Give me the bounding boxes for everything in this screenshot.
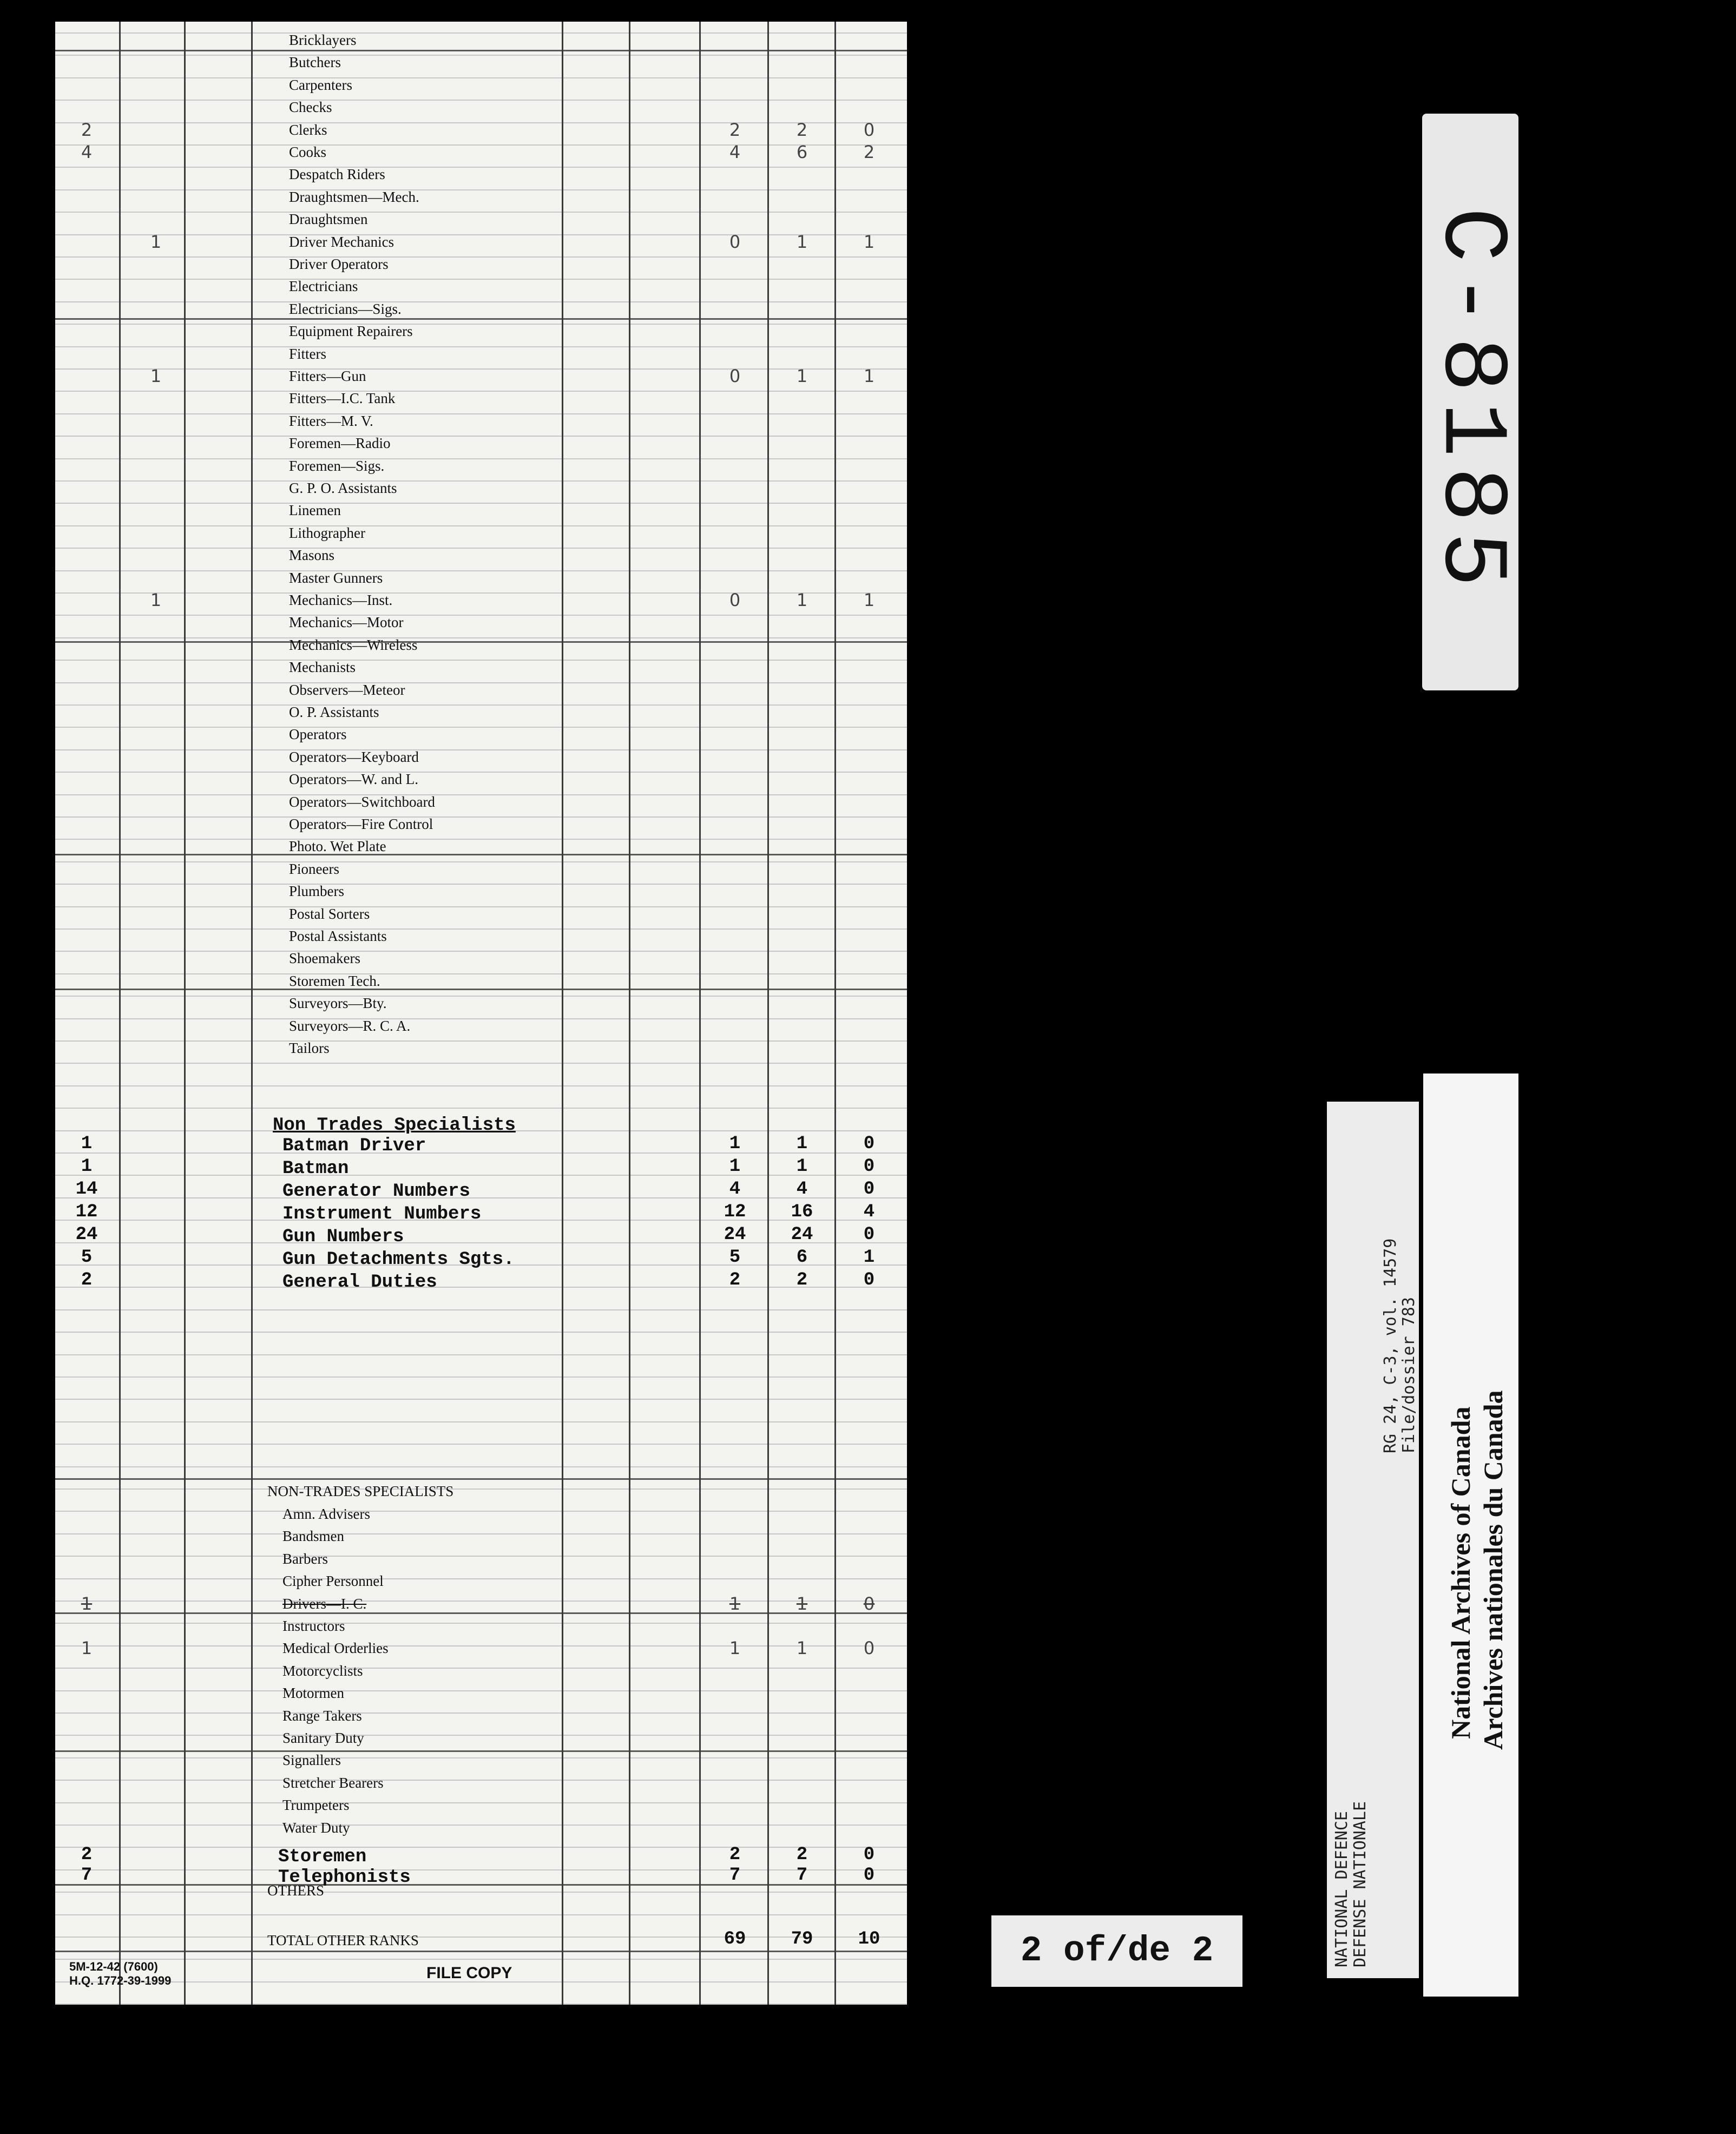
- group-divider: [55, 1478, 907, 1480]
- count-v2: 1: [796, 231, 808, 252]
- ruled-line: [55, 1040, 907, 1042]
- column-rule: [119, 22, 121, 2005]
- trade-label: Stretcher Bearers: [282, 1774, 384, 1791]
- count-v2: 1: [796, 366, 808, 386]
- trade-label: Shoemakers: [289, 950, 360, 967]
- count-v2: 6: [796, 142, 808, 162]
- trade-label: General Duties: [282, 1272, 437, 1293]
- count-v2: 1: [796, 1134, 808, 1154]
- ruled-line: [55, 1287, 907, 1288]
- ruled-line: [55, 861, 907, 862]
- trade-label: Bricklayers: [289, 32, 357, 48]
- count-v2: 2: [796, 1845, 808, 1865]
- trade-label: Signallers: [282, 1752, 341, 1769]
- ruled-line: [55, 1399, 907, 1400]
- trade-label: Range Takers: [282, 1707, 362, 1724]
- trade-label: Instrument Numbers: [282, 1204, 482, 1224]
- ruled-line: [55, 1713, 907, 1714]
- ruled-line: [55, 884, 907, 885]
- count-v2: 1: [796, 590, 808, 610]
- ruled-line: [55, 122, 907, 123]
- ruled-line: [55, 1466, 907, 1467]
- hq-code: H.Q. 1772-39-1999: [69, 1974, 172, 1987]
- ruled-line: [55, 256, 907, 258]
- count-v2: 2: [796, 119, 808, 140]
- count-v3: 1: [863, 590, 875, 610]
- ruled-line: [55, 55, 907, 56]
- ruled-line: [55, 301, 907, 302]
- count-col1: 5: [81, 1247, 93, 1268]
- count-v1: 0: [729, 231, 741, 252]
- count-v3: 0: [863, 1638, 875, 1659]
- ruled-line: [55, 100, 907, 101]
- column-rule: [767, 22, 769, 2005]
- ruled-line: [55, 1242, 907, 1243]
- section-heading-nts: NON-TRADES SPECIALISTS: [267, 1483, 454, 1499]
- trade-label: Batman: [282, 1158, 349, 1179]
- count-col1: 1: [81, 1593, 93, 1614]
- ruled-line: [55, 1959, 907, 1960]
- ruled-line: [55, 1556, 907, 1557]
- ruled-line: [55, 1421, 907, 1422]
- count-v1: 2: [729, 119, 741, 140]
- ruled-line: [55, 1444, 907, 1445]
- trade-label: Storemen Tech.: [289, 972, 380, 989]
- nominal-roll-sheet: [55, 22, 907, 2005]
- trade-label: Barbers: [282, 1550, 328, 1567]
- count-v1: 1: [729, 1593, 741, 1614]
- count-v3: 1: [863, 1247, 875, 1268]
- trade-label: Butchers: [289, 54, 341, 71]
- count-v2: 6: [796, 1247, 808, 1268]
- trade-label: Storemen: [278, 1847, 367, 1867]
- ruled-line: [55, 548, 907, 549]
- ruled-line: [55, 816, 907, 818]
- trade-label: Operators: [289, 726, 347, 743]
- ruled-line: [55, 749, 907, 750]
- ruled-line: [55, 1578, 907, 1579]
- trade-label: G. P. O. Assistants: [289, 480, 397, 496]
- ruled-line: [55, 32, 907, 34]
- trade-label: Checks: [289, 99, 332, 116]
- trade-label: Batman Driver: [282, 1136, 426, 1156]
- group-divider: [55, 1951, 907, 1952]
- microfilm-reel-strip: [1418, 114, 1523, 690]
- trade-label: O. P. Assistants: [289, 704, 379, 720]
- trade-label: Pioneers: [289, 860, 339, 877]
- archives-name-en: National Archives of Canada: [1445, 1406, 1476, 1739]
- count-v1: 4: [729, 142, 741, 162]
- trade-label: Trumpeters: [282, 1797, 350, 1814]
- ruled-line: [55, 1780, 907, 1781]
- count-v2: 2: [796, 1270, 808, 1290]
- ruled-line: [55, 167, 907, 168]
- ruled-line: [55, 1690, 907, 1691]
- ruled-line: [55, 1309, 907, 1310]
- count-col1: 1: [81, 1156, 93, 1177]
- count-col1: 12: [75, 1202, 98, 1222]
- ruled-line: [55, 525, 907, 526]
- trade-label: Observers—Meteor: [289, 681, 405, 698]
- ruled-line: [55, 77, 907, 78]
- group-divider: [55, 1612, 907, 1614]
- count-v3: 0: [863, 1224, 875, 1245]
- ruled-line: [55, 458, 907, 459]
- trade-label: Postal Sorters: [289, 905, 370, 922]
- group-divider: [55, 854, 907, 855]
- total-v1: 69: [724, 1929, 746, 1949]
- column-rule: [629, 22, 630, 2005]
- count-v3: 0: [863, 1270, 875, 1290]
- group-divider: [55, 50, 907, 51]
- trade-label: Motormen: [282, 1685, 344, 1702]
- trade-label: Linemen: [289, 502, 341, 519]
- trade-label: Electricians: [289, 278, 358, 295]
- trade-label: Masons: [289, 547, 335, 564]
- count-v3: 0: [863, 1179, 875, 1200]
- trade-label: Photo. Wet Plate: [289, 838, 386, 855]
- group-divider: [55, 318, 907, 320]
- total-label: TOTAL OTHER RANKS: [267, 1932, 419, 1948]
- ruled-line: [55, 234, 907, 235]
- trade-label: Carpenters: [289, 76, 352, 93]
- ruled-line: [55, 928, 907, 930]
- ruled-line: [55, 1757, 907, 1758]
- count-col1: 2: [81, 1270, 93, 1290]
- ruled-line: [55, 2004, 907, 2005]
- trade-label: Master Gunners: [289, 569, 383, 586]
- ruled-line: [55, 660, 907, 661]
- total-v3: 10: [858, 1929, 880, 1949]
- count-v1: 24: [724, 1224, 746, 1245]
- count-v1: 1: [729, 1638, 741, 1659]
- count-v1: 7: [729, 1865, 741, 1886]
- ruled-line: [55, 951, 907, 952]
- ruled-line: [55, 1354, 907, 1355]
- ruled-line: [55, 1533, 907, 1534]
- count-col2: 1: [150, 366, 162, 386]
- ruled-line: [55, 794, 907, 795]
- ruled-line: [55, 503, 907, 504]
- ruled-line: [55, 1847, 907, 1848]
- column-rule: [184, 22, 186, 2005]
- ruled-line: [55, 772, 907, 773]
- ruled-line: [55, 413, 907, 414]
- total-v2: 79: [791, 1929, 813, 1949]
- department-fr: DEFENSE NATIONALE: [1351, 1801, 1370, 1967]
- ruled-line: [55, 996, 907, 997]
- ruled-line: [55, 346, 907, 347]
- trade-label: Mechanics—Inst.: [289, 592, 393, 608]
- count-col1: 1: [81, 1134, 93, 1154]
- column-rule: [834, 22, 836, 2005]
- count-col1: 4: [81, 142, 93, 162]
- trade-label: Operators—Fire Control: [289, 816, 433, 832]
- count-v1: 2: [729, 1845, 741, 1865]
- ruled-line: [55, 1623, 907, 1624]
- ruled-line: [55, 1085, 907, 1086]
- count-v2: 1: [796, 1156, 808, 1177]
- column-rule: [251, 22, 253, 2005]
- trade-label: Amn. Advisers: [282, 1506, 370, 1522]
- ruled-line: [55, 1332, 907, 1333]
- count-v3: 1: [863, 231, 875, 252]
- ruled-line: [55, 324, 907, 325]
- trade-label: Instructors: [282, 1618, 345, 1634]
- ruled-line: [55, 279, 907, 280]
- trade-label: Operators—Keyboard: [289, 748, 419, 765]
- count-col1: 24: [75, 1224, 98, 1245]
- count-v3: 2: [863, 142, 875, 162]
- ruled-line: [55, 1668, 907, 1669]
- trade-label: Water Duty: [282, 1819, 350, 1836]
- trade-label: Telephonists: [278, 1867, 411, 1888]
- ruled-line: [55, 1802, 907, 1803]
- count-v2: 16: [791, 1202, 813, 1222]
- count-v1: 4: [729, 1179, 741, 1200]
- ruled-line: [55, 436, 907, 437]
- count-v1: 5: [729, 1247, 741, 1268]
- ruled-line: [55, 592, 907, 594]
- section-heading-typed: Non Trades Specialists: [273, 1115, 516, 1136]
- trade-label: Draughtsmen—Mech.: [289, 188, 419, 205]
- count-v3: 0: [863, 1134, 875, 1154]
- trade-label: Postal Assistants: [289, 928, 387, 944]
- trade-label: Foremen—Sigs.: [289, 457, 385, 474]
- column-rule: [699, 22, 701, 2005]
- form-code: 5M-12-42 (7600): [69, 1960, 158, 1973]
- trade-label: Plumbers: [289, 883, 345, 900]
- trade-label: Tailors: [289, 1040, 330, 1056]
- ruled-line: [55, 189, 907, 190]
- trade-label: Surveyors—R. C. A.: [289, 1017, 411, 1034]
- trade-label: Motorcyclists: [282, 1662, 363, 1679]
- trade-label: Lithographer: [289, 524, 365, 541]
- count-v2: 1: [796, 1593, 808, 1614]
- count-v3: 0: [863, 1593, 875, 1614]
- reference-volume: RG 24, C-3, vol. 14579: [1381, 1238, 1400, 1453]
- trade-label: Electricians—Sigs.: [289, 300, 402, 317]
- ruled-line: [55, 973, 907, 974]
- trade-label: Surveyors—Bty.: [289, 995, 387, 1012]
- count-v1: 0: [729, 366, 741, 386]
- group-divider: [55, 1750, 907, 1752]
- trade-label: Mechanics—Wireless: [289, 636, 418, 653]
- ruled-line: [55, 1511, 907, 1512]
- trade-label: Cipher Personnel: [282, 1573, 384, 1590]
- trade-label: Bandsmen: [282, 1528, 344, 1545]
- ruled-line: [55, 682, 907, 683]
- count-v3: 0: [863, 1845, 875, 1865]
- count-v3: 0: [863, 1156, 875, 1177]
- count-col1: 2: [81, 119, 93, 140]
- count-col1: 2: [81, 1845, 93, 1865]
- ruled-line: [55, 906, 907, 907]
- ruled-line: [55, 1488, 907, 1490]
- count-v3: 4: [863, 1202, 875, 1222]
- count-v1: 12: [724, 1202, 746, 1222]
- group-divider: [55, 641, 907, 643]
- trade-label: Drivers—I. C.: [282, 1595, 367, 1612]
- trade-label: Mechanics—Motor: [289, 614, 404, 631]
- ruled-line: [55, 704, 907, 706]
- reel-number: C-8185: [1418, 207, 1523, 597]
- ruled-line: [55, 1892, 907, 1893]
- count-v1: 0: [729, 590, 741, 610]
- trade-label: Fitters—M. V.: [289, 412, 373, 429]
- trade-label: Foremen—Radio: [289, 435, 391, 452]
- ruled-line: [55, 1600, 907, 1602]
- count-v1: 2: [729, 1270, 741, 1290]
- trade-label: Equipment Repairers: [289, 323, 413, 340]
- ruled-line: [55, 480, 907, 482]
- ruled-line: [55, 212, 907, 213]
- national-archives-label: [1423, 1073, 1518, 1997]
- count-col2: 1: [150, 231, 162, 252]
- trade-label: Sanitary Duty: [282, 1730, 364, 1746]
- ruled-line: [55, 1914, 907, 1915]
- count-v2: 1: [796, 1638, 808, 1659]
- trade-label: Draughtsmen: [289, 211, 368, 228]
- trade-label: Driver Mechanics: [289, 233, 394, 250]
- ruled-line: [55, 1735, 907, 1736]
- trade-label: Gun Detachments Sgts.: [282, 1249, 515, 1270]
- reference-file: File/dossier 783: [1399, 1297, 1418, 1453]
- trade-label: Operators—W. and L.: [289, 771, 418, 788]
- ruled-line: [55, 1825, 907, 1826]
- count-col1: 1: [81, 1638, 93, 1659]
- ruled-line: [55, 1869, 907, 1870]
- ruled-line: [55, 1197, 907, 1198]
- file-copy-label: FILE COPY: [426, 1964, 512, 1982]
- ruled-line: [55, 144, 907, 146]
- trade-label: Generator Numbers: [282, 1181, 470, 1202]
- archival-reference-label: [1327, 1102, 1419, 1978]
- count-v3: 1: [863, 366, 875, 386]
- group-divider: [55, 1884, 907, 1886]
- ruled-line: [55, 1063, 907, 1064]
- ruled-line: [55, 368, 907, 370]
- ruled-line: [55, 1108, 907, 1109]
- column-rule: [562, 22, 563, 2005]
- ruled-line: [55, 1937, 907, 1938]
- count-col1: 14: [75, 1179, 98, 1200]
- count-v3: 0: [863, 119, 875, 140]
- count-v2: 7: [796, 1865, 808, 1886]
- ruled-line: [55, 1175, 907, 1176]
- trade-label: Fitters: [289, 345, 327, 362]
- trade-label: Mechanists: [289, 659, 356, 676]
- trade-label: Driver Operators: [289, 256, 389, 272]
- archives-name-fr: Archives nationales du Canada: [1478, 1390, 1508, 1750]
- trade-label: Fitters—I.C. Tank: [289, 390, 396, 407]
- ruled-line: [55, 1376, 907, 1378]
- department-en: NATIONAL DEFENCE: [1332, 1811, 1351, 1967]
- ruled-line: [55, 727, 907, 728]
- group-divider: [55, 989, 907, 990]
- trade-label: Despatch Riders: [289, 166, 385, 183]
- ruled-line: [55, 1645, 907, 1646]
- trade-label: Medical Orderlies: [282, 1640, 389, 1657]
- count-v3: 0: [863, 1865, 875, 1886]
- ruled-line: [55, 1018, 907, 1019]
- ruled-line: [55, 615, 907, 616]
- count-v1: 1: [729, 1134, 741, 1154]
- trade-label: Fitters—Gun: [289, 368, 366, 384]
- count-v2: 24: [791, 1224, 813, 1245]
- ruled-line: [55, 839, 907, 840]
- count-v2: 4: [796, 1179, 808, 1200]
- ruled-line: [55, 637, 907, 638]
- trade-label: Clerks: [289, 121, 327, 138]
- count-col1: 7: [81, 1865, 93, 1886]
- trade-label: Gun Numbers: [282, 1227, 404, 1247]
- ruled-line: [55, 1152, 907, 1154]
- ruled-line: [55, 391, 907, 392]
- trade-label: Cooks: [289, 144, 327, 160]
- ruled-line: [55, 570, 907, 571]
- page-indicator: 2 of/de 2: [991, 1915, 1242, 1987]
- count-col2: 1: [150, 590, 162, 610]
- trade-label: Operators—Switchboard: [289, 793, 435, 810]
- count-v1: 1: [729, 1156, 741, 1177]
- others-label: OTHERS: [267, 1882, 325, 1899]
